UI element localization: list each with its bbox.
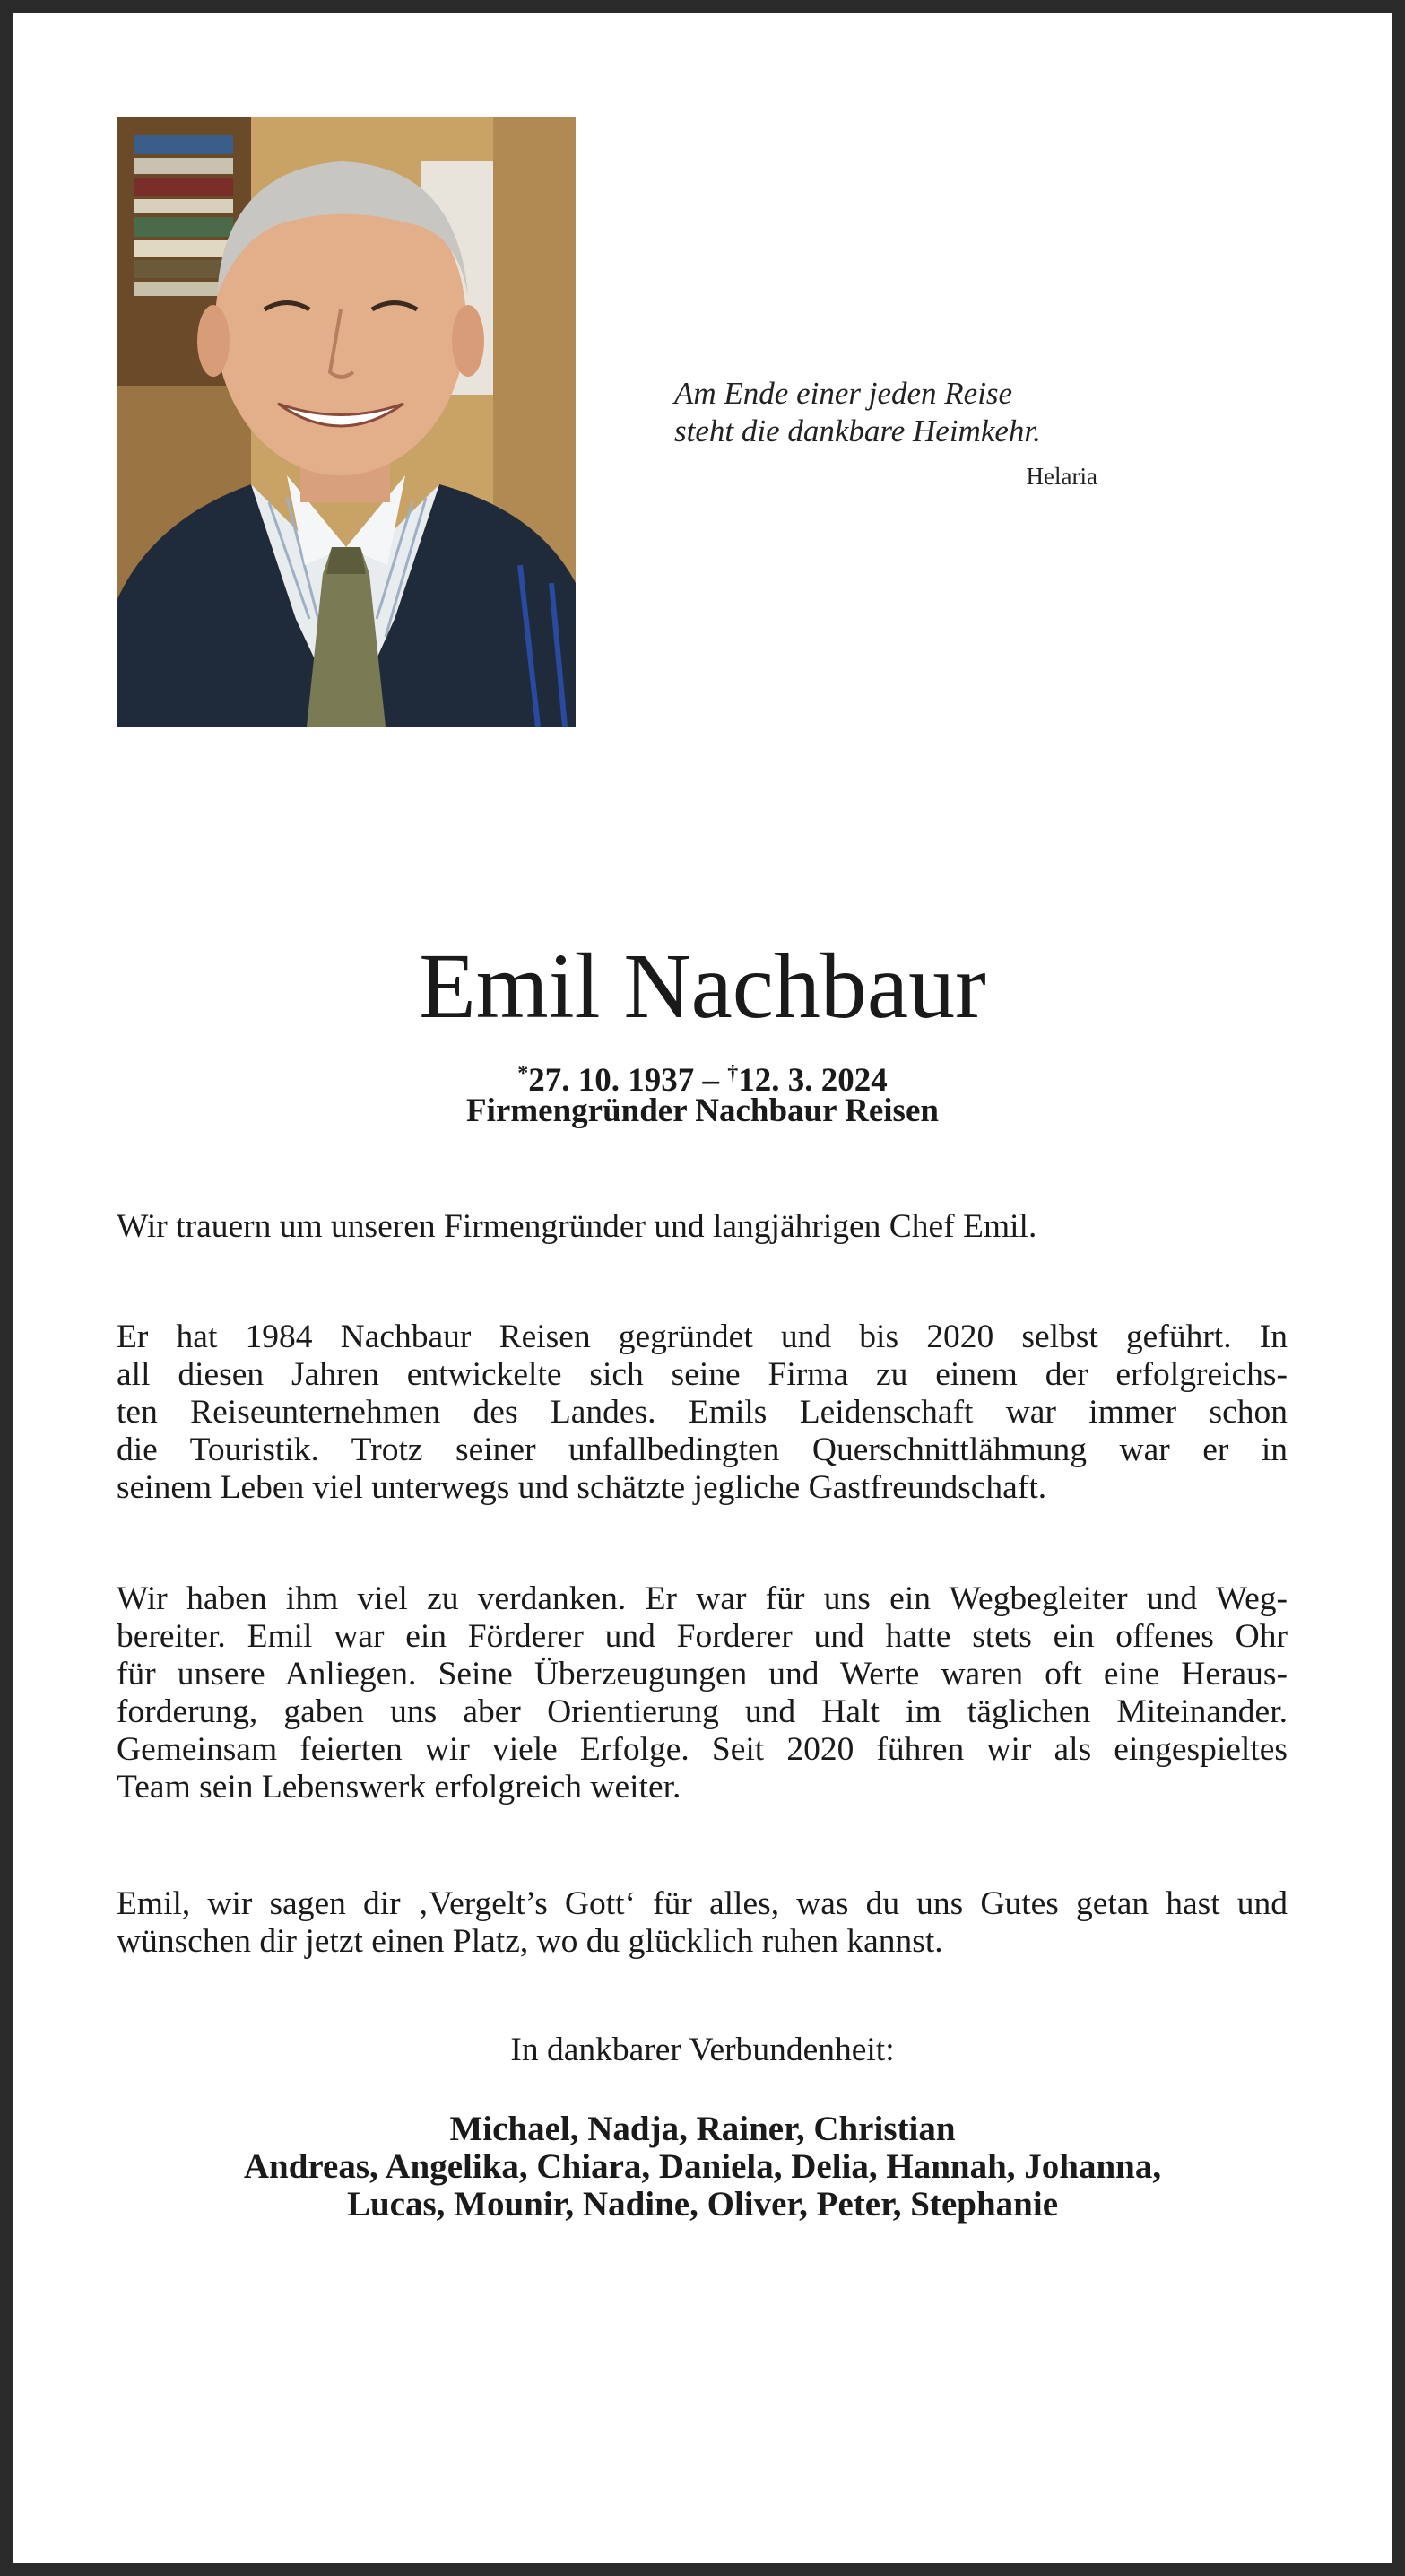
paragraph-line: ten Reiseunternehmen des Landes. Emils Leidenschaft war immer schon bbox=[117, 1394, 1288, 1431]
paragraph-line: Wir trauern um unseren Firmengründer und langjährigen Chef Emil. bbox=[117, 1208, 1037, 1245]
paragraph-line: Emil, wir sagen dir ‚Vergelt’s Gott‘ für alles, was du uns Gutes getan hast und bbox=[117, 1885, 1288, 1922]
death-symbol: † bbox=[727, 1062, 739, 1085]
deceased-name: Emil Nachbaur bbox=[419, 935, 986, 1038]
paragraph-line: wünschen dir jetzt einen Platz, wo du glücklich ruhen kannst. bbox=[117, 1923, 943, 1960]
paragraph-line: für unsere Anliegen. Seine Überzeugungen und Werte waren oft eine Heraus- bbox=[117, 1656, 1288, 1693]
birth-date: 27. 10. 1937 bbox=[528, 1062, 695, 1099]
paragraph bbox=[117, 1885, 1288, 1961]
epigraph-line: Am Ende einer jeden Reise bbox=[674, 376, 1013, 411]
epigraph-author: Helaria bbox=[1026, 463, 1097, 490]
paragraph-line: Er hat 1984 Nachbaur Reisen gegründet und bis 2020 selbst geführt. In bbox=[117, 1318, 1288, 1355]
signers-line: Michael, Nadja, Rainer, Christian bbox=[449, 2110, 956, 2148]
signers-list bbox=[0, 2110, 1405, 2224]
date-separator: – bbox=[694, 1062, 728, 1099]
epigraph-line: steht die dankbare Heimkehr. bbox=[674, 413, 1041, 448]
signers-line: Andreas, Angelika, Chiara, Daniela, Delia, Hannah, Johanna, bbox=[243, 2147, 1162, 2186]
paragraph-line: bereiter. Emil war ein Förderer und Forderer und hatte stets ein offenes Ohr bbox=[117, 1618, 1288, 1655]
epigraph bbox=[674, 375, 1105, 492]
paragraph-line: Team sein Lebenswerk erfolgreich weiter. bbox=[117, 1769, 681, 1806]
paragraph-line: forderung, gaben uns aber Orientierung und Halt im täglichen Miteinander. bbox=[117, 1693, 1288, 1730]
paragraph-line: all diesen Jahren entwickelte sich seine Firma zu einem der erfolgreichs- bbox=[117, 1356, 1288, 1393]
deceased-role: Firmengründer Nachbaur Reisen bbox=[466, 1092, 939, 1129]
paragraph bbox=[117, 1208, 1288, 1246]
portrait-illustration bbox=[117, 117, 576, 727]
signers-line: Lucas, Mounir, Nadine, Oliver, Peter, Stephanie bbox=[346, 2185, 1059, 2224]
death-date: 12. 3. 2024 bbox=[738, 1062, 888, 1099]
closing-phrase: In dankbarer Verbundenheit: bbox=[510, 2032, 895, 2068]
paragraph-line: seinem Leben viel unterwegs und schätzte jegliche Gastfreundschaft. bbox=[117, 1469, 1047, 1506]
paragraph-line: Gemeinsam feierten wir viele Erfolge. Seit 2020 führen wir als eingespieltes bbox=[117, 1731, 1288, 1768]
paragraph-line: die Touristik. Trotz seiner unfallbedingten Querschnittlähmung war er in bbox=[117, 1432, 1288, 1468]
paragraph bbox=[117, 1580, 1288, 1806]
birth-symbol: * bbox=[517, 1062, 529, 1085]
portrait-photo bbox=[117, 117, 576, 727]
paragraph bbox=[117, 1318, 1288, 1507]
paragraph-line: Wir haben ihm viel zu verdanken. Er war für uns ein Wegbegleiter und Weg- bbox=[117, 1580, 1288, 1617]
